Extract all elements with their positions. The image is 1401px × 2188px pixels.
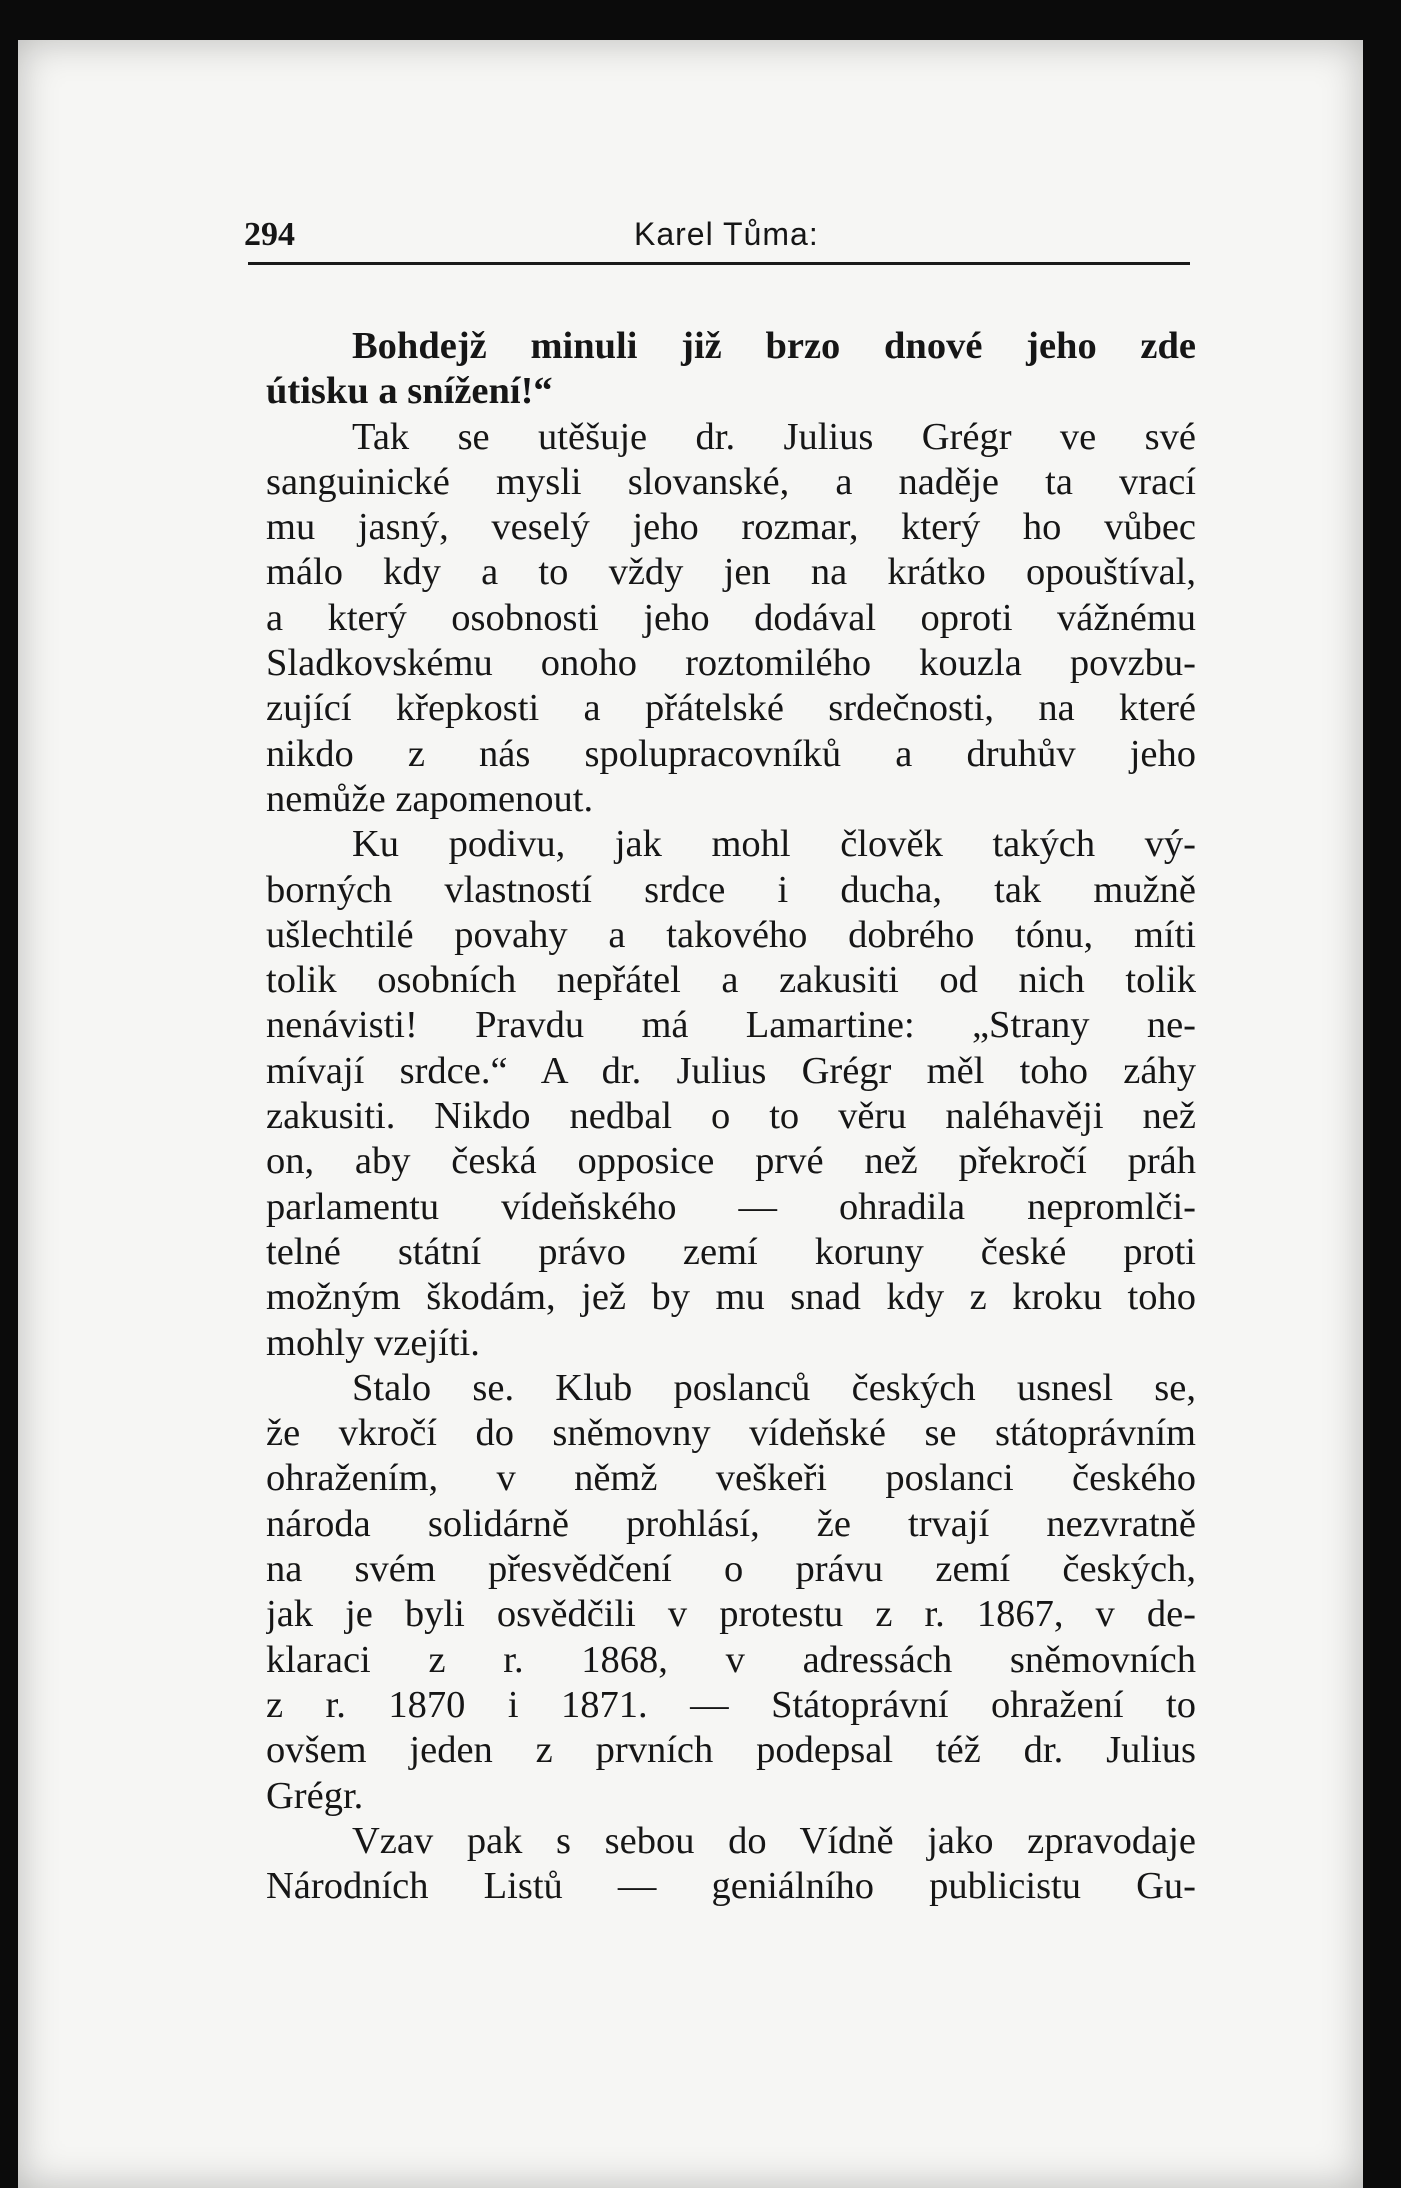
text-line: málo kdy a to vždy jen na krátko opouštíval, xyxy=(266,551,1196,594)
text-line: útisku a snížení!“ xyxy=(266,370,553,413)
text-line: na svém přesvědčení o právu zemí českých, xyxy=(266,1548,1196,1591)
text-line: klaraci z r. 1868, v adressách sněmovních xyxy=(266,1638,1196,1681)
text-line: ušlechtilé povahy a takového dobrého tónu, míti xyxy=(266,913,1196,956)
text-line: zakusiti. Nikdo nedbal o to věru naléhavěji než xyxy=(266,1095,1196,1138)
text-line: ohražením, v němž veškeři poslanci českého xyxy=(266,1457,1196,1500)
text-line: nemůže zapomenout. xyxy=(266,777,594,820)
text-line: národa solidárně prohlásí, že trvají nezvratně xyxy=(266,1502,1196,1545)
text-line: nenávisti! Pravdu má Lamartine: „Strany ne- xyxy=(266,1004,1196,1047)
page-number: 294 xyxy=(244,216,295,253)
text-line: on, aby česká opposice prvé než překročí práh xyxy=(266,1140,1196,1183)
text-line: ovšem jeden z prvních podepsal též dr. Julius xyxy=(266,1729,1196,1772)
text-line: sanguinické mysli slovanské, a naděje ta vrací xyxy=(266,460,1196,503)
page-header xyxy=(244,210,1189,262)
text-line: Sladkovskému onoho roztomilého kouzla povzbu- xyxy=(266,642,1196,685)
text-line: telné státní právo zemí koruny české proti xyxy=(266,1230,1196,1273)
text-line: Ku podivu, jak mohl člověk takých vý- xyxy=(352,823,1196,866)
text-line: borných vlastností srdce i ducha, tak mužně xyxy=(266,868,1196,911)
text-line: a který osobnosti jeho dodával oproti vážnému xyxy=(266,596,1196,639)
text-line: Stalo se. Klub poslanců českých usnesl se, xyxy=(352,1366,1196,1409)
text-line: Vzav pak s sebou do Vídně jako zpravodaje xyxy=(352,1819,1196,1862)
text-line: Grégr. xyxy=(266,1774,364,1817)
text-line: Národních Listů — geniálního publicistu Gu- xyxy=(266,1865,1196,1908)
text-line: možným škodám, jež by mu snad kdy z kroku toho xyxy=(266,1276,1196,1319)
running-head: Karel Tůma: xyxy=(634,216,819,252)
header-rule xyxy=(248,262,1190,265)
text-line: z r. 1870 i 1871. — Státoprávní ohražení to xyxy=(266,1683,1196,1726)
text-line: parlamentu vídeňského — ohradila nepromlči- xyxy=(266,1185,1196,1228)
text-line: Tak se utěšuje dr. Julius Grégr ve své xyxy=(352,415,1196,458)
text-line: zující křepkosti a přátelské srdečnosti, na které xyxy=(266,687,1196,730)
text-line: mohly vzejíti. xyxy=(266,1321,480,1364)
text-line: že vkročí do sněmovny vídeňské se státoprávním xyxy=(266,1412,1196,1455)
text-line: mívají srdce.“ A dr. Julius Grégr měl toho záhy xyxy=(266,1049,1196,1092)
text-line: Bohdejž minuli již brzo dnové jeho zde xyxy=(352,325,1196,367)
text-line: nikdo z nás spolupracovníků a druhův jeho xyxy=(266,732,1196,775)
body-text xyxy=(266,324,1196,1909)
text-line: jak je byli osvědčili v protestu z r. 1867, v de- xyxy=(266,1593,1196,1636)
text-line: mu jasný, veselý jeho rozmar, který ho vůbec xyxy=(266,506,1196,549)
text-line: tolik osobních nepřátel a zakusiti od nich tolik xyxy=(266,959,1196,1002)
